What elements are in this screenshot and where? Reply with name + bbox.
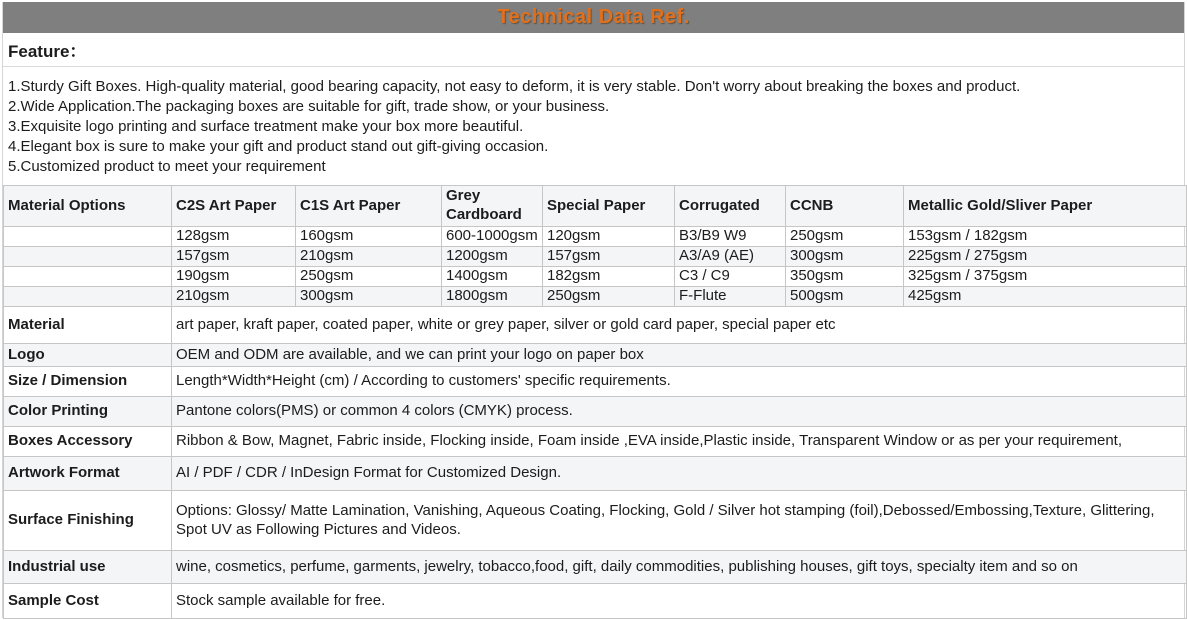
content-frame <box>2 2 1185 618</box>
header-corrugated: Corrugated <box>675 186 786 227</box>
spec-value: OEM and ODM are available, and we can print your logo on paper box <box>172 344 1187 367</box>
header-c2s-art-paper: C2S Art Paper <box>172 186 296 227</box>
spec-row-size-dimension <box>4 367 1187 397</box>
feature-heading: Feature： <box>3 33 1184 67</box>
spec-label: Material <box>4 307 172 344</box>
table-row <box>4 287 1187 307</box>
gsm-cell <box>4 227 172 247</box>
gsm-cell: 250gsm <box>296 267 442 287</box>
gsm-cell: 120gsm <box>543 227 675 247</box>
spec-row-artwork-format <box>4 457 1187 491</box>
gsm-cell: 157gsm <box>543 247 675 267</box>
gsm-cell: A3/A9 (AE) <box>675 247 786 267</box>
feature-item: 4.Elegant box is sure to make your gift and product stand out gift-giving occasion. <box>8 138 549 155</box>
header-c1s-art-paper: C1S Art Paper <box>296 186 442 227</box>
header-metallic-paper: Metallic Gold/Sliver Paper <box>904 186 1187 227</box>
gsm-cell: 325gsm / 375gsm <box>904 267 1187 287</box>
gsm-cell: 153gsm / 182gsm <box>904 227 1187 247</box>
spec-value: Length*Width*Height (cm) / According to customers' specific requirements. <box>172 367 1187 397</box>
gsm-cell: 128gsm <box>172 227 296 247</box>
gsm-cell: 425gsm <box>904 287 1187 307</box>
gsm-cell: F-Flute <box>675 287 786 307</box>
gsm-cell: 225gsm / 275gsm <box>904 247 1187 267</box>
spec-row-color-printing <box>4 397 1187 427</box>
gsm-cell: 1800gsm <box>442 287 543 307</box>
gsm-cell: 250gsm <box>543 287 675 307</box>
gsm-cell: 160gsm <box>296 227 442 247</box>
gsm-cell: 350gsm <box>786 267 904 287</box>
spec-label: Artwork Format <box>4 457 172 491</box>
spec-label: Color Printing <box>4 397 172 427</box>
table-row <box>4 267 1187 287</box>
gsm-cell: 1200gsm <box>442 247 543 267</box>
spec-row-logo <box>4 344 1187 367</box>
spec-value: Ribbon & Bow, Magnet, Fabric inside, Flocking inside, Foam inside ,EVA inside,Plastic inside, Transparent Window or as per your requirement, <box>172 427 1187 457</box>
gsm-cell: C3 / C9 <box>675 267 786 287</box>
gsm-cell: 300gsm <box>296 287 442 307</box>
feature-item: 2.Wide Application.The packaging boxes are suitable for gift, trade show, or your business. <box>8 98 610 115</box>
title-bar <box>3 2 1184 33</box>
gsm-cell <box>4 287 172 307</box>
page-title: Technical Data Ref. <box>497 6 690 28</box>
gsm-cell: 300gsm <box>786 247 904 267</box>
spec-label: Surface Finishing <box>4 491 172 551</box>
feature-item: 1.Sturdy Gift Boxes. High-quality material, good bearing capacity, not easy to deform, it is very stable. Don't worry about breaking the boxes and product. <box>8 78 1021 95</box>
table-row <box>4 227 1187 247</box>
spec-row-sample-cost <box>4 584 1187 619</box>
feature-list <box>3 67 1184 185</box>
gsm-cell: 600-1000gsm <box>442 227 543 247</box>
spec-row-boxes-accessory <box>4 427 1187 457</box>
spec-value: wine, cosmetics, perfume, garments, jewelry, tobacco,food, gift, daily commodities, publishing houses, gift toys, specialty item and so on <box>172 551 1187 584</box>
spec-value: Stock sample available for free. <box>172 584 1187 619</box>
spec-label: Industrial use <box>4 551 172 584</box>
feature-item: 5.Customized product to meet your requirement <box>8 158 326 175</box>
gsm-cell <box>4 247 172 267</box>
spec-label: Logo <box>4 344 172 367</box>
header-material-options: Material Options <box>4 186 172 227</box>
table-header-row <box>4 186 1187 227</box>
gsm-cell: B3/B9 W9 <box>675 227 786 247</box>
spec-row-surface-finishing <box>4 491 1187 551</box>
table-row <box>4 247 1187 267</box>
header-ccnb: CCNB <box>786 186 904 227</box>
spec-value: Options: Glossy/ Matte Lamination, Vanishing, Aqueous Coating, Flocking, Gold / Silver hot stamping (foil),Debossed/Embossing,Texture, Glittering, Spot UV as Following Pictures and Videos. <box>172 491 1187 551</box>
technical-data-table <box>3 185 1187 619</box>
spec-row-material <box>4 307 1187 344</box>
spec-value: Pantone colors(PMS) or common 4 colors (CMYK) process. <box>172 397 1187 427</box>
gsm-cell <box>4 267 172 287</box>
gsm-cell: 1400gsm <box>442 267 543 287</box>
gsm-cell: 182gsm <box>543 267 675 287</box>
header-special-paper: Special Paper <box>543 186 675 227</box>
spec-value: art paper, kraft paper, coated paper, white or grey paper, silver or gold card paper, special paper etc <box>172 307 1187 344</box>
header-grey-cardboard: Grey Cardboard <box>442 186 543 227</box>
spec-label: Sample Cost <box>4 584 172 619</box>
spec-value: AI / PDF / CDR / InDesign Format for Customized Design. <box>172 457 1187 491</box>
gsm-cell: 500gsm <box>786 287 904 307</box>
feature-item: 3.Exquisite logo printing and surface treatment make your box more beautiful. <box>8 118 524 135</box>
gsm-cell: 210gsm <box>172 287 296 307</box>
gsm-cell: 190gsm <box>172 267 296 287</box>
spec-row-industrial-use <box>4 551 1187 584</box>
gsm-cell: 250gsm <box>786 227 904 247</box>
gsm-cell: 157gsm <box>172 247 296 267</box>
spec-label: Boxes Accessory <box>4 427 172 457</box>
spec-label: Size / Dimension <box>4 367 172 397</box>
gsm-cell: 210gsm <box>296 247 442 267</box>
